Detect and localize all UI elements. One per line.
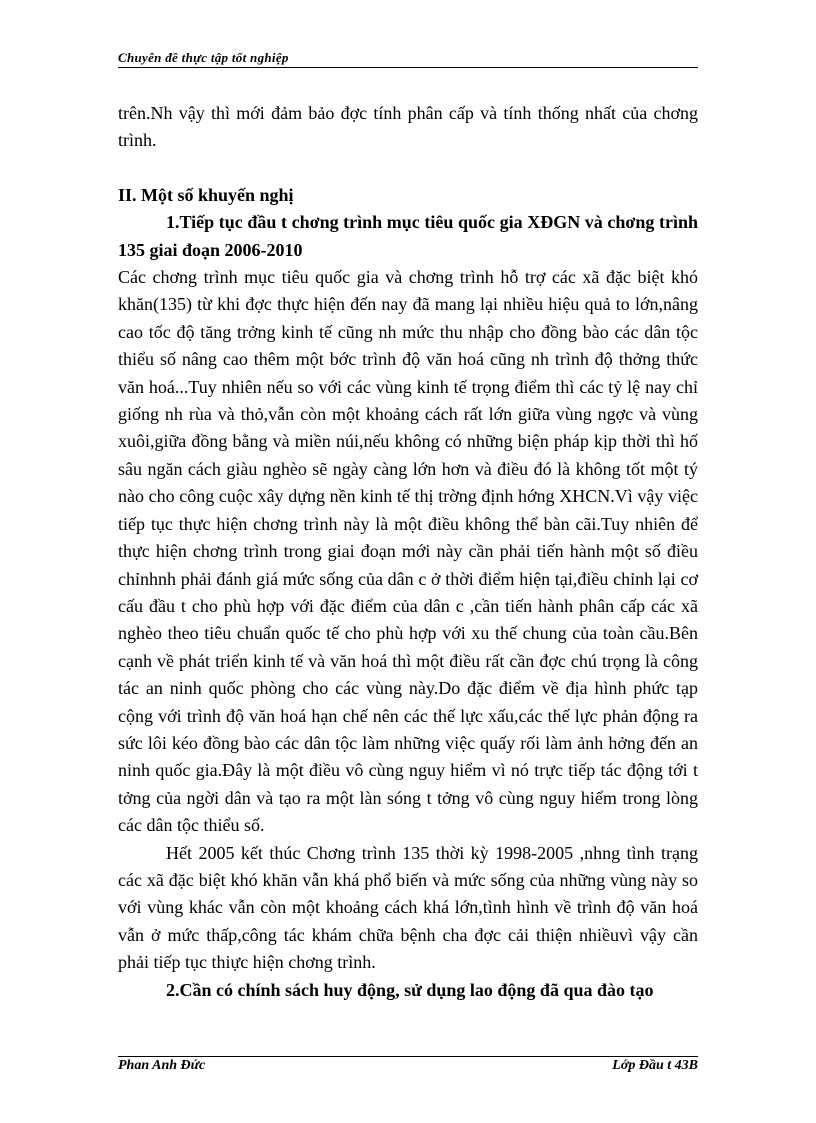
header-title: Chuyên đề thực tập tốt nghiệp	[118, 50, 289, 65]
footer-author: Phan Anh Đức	[118, 1058, 206, 1073]
paragraph-2: Hết 2005 kết thúc Chơng trình 135 thời kỳ 1998-2005 ,nhng tình trạng các xã đặc biệt khó khăn vẫn khá phổ biến và mức sống của những vùng này so với vùng khác vẫn còn một khoảng cách khá lớn,tình hình về trình độ văn hoá vẫn ở mức thấp,công tác khám chữa bệnh cha đợc cải thiện nhiềuvì vậy cần phải tiếp tục thiực hiện chơng trình.	[118, 842, 698, 973]
section-heading: II. Một số khuyến nghị	[118, 184, 294, 205]
subsection-2-heading: 2.Cần có chính sách huy động, sử dụng lao động đã qua đào tạo	[166, 979, 654, 1000]
paragraph-1: Các chơng trình mục tiêu quốc gia và chơng trình hỗ trợ các xã đặc biệt khó khăn(135) từ khi đợc thực hiện đến nay đã mang lại nhiều hiệu quả to lớn,nâng cao tốc độ tăng trởng kinh tế cũng nh mức thu nhập cho đồng bào các dân tộc thiểu số nâng cao thêm một bớc trình độ văn hoá cũng nh trình độ thởng thức văn hoá...Tuy nhiên nếu so với các vùng kinh tế trọng điểm thì các tỷ lệ nay chỉ giống nh rùa và thỏ,vẫn còn một khoảng cách rất lớn giữa vùng ngợc và vùng xuôi,giữa đồng bằng và miền núi,nếu không có những biện pháp kịp thời thì hố sâu ngăn cách giàu nghèo sẽ ngày càng lớn hơn và điều đó là không tốt một tý nào cho công cuộc xây dựng nền kinh tế thị trờng định hớng XHCN.Vì vậy việc tiếp tục thực hiện chơng trình này là một điều không thể bàn cãi.Tuy nhiên để thực hiện chơng trình trong giai đoạn mới này cần phải tiến hành một số điều chỉnhnh phải đánh giá mức sống của dân c ở thời điểm hiện tại,điều chỉnh lại cơ cấu đầu t cho phù hợp với đặc điểm của dân c ,cần tiến hành phân cấp các xã nghèo theo tiêu chuẩn quốc tế cho phù hợp với xu thế chung của toàn cầu.Bên cạnh về phát triển kinh tế và văn hoá thì một điều rất cần đợc chú trọng là công tác an ninh quốc phòng cho các vùng này.Do đặc điểm về địa hình phức tạp cộng với trình độ văn hoá hạn chế nên các thế lực xấu,các thế lực phản động ra sức lôi kéo đồng bào các dân tộc làm những việc quấy rối làm ảnh hởng đến an ninh quốc gia.Đây là một điều vô cùng nguy hiểm vì nó trực tiếp tác động tới t tởng của ngời dân và tạo ra một làn sóng t tởng vô cùng nguy hiểm trong lòng các dân tộc thiểu số.	[118, 267, 698, 836]
header-rule	[118, 67, 698, 68]
footer-rule	[118, 1056, 698, 1057]
page-header	[118, 50, 698, 70]
footer-class: Lớp Đầu t 43B	[612, 1058, 698, 1073]
subsection-1-heading: 1.Tiếp tục đầu t chơng trình mục tiêu quốc gia XĐGN và chơng trình 135 giai đoạn 2006-2010	[118, 212, 698, 260]
intro-paragraph: trên.Nh vậy thì mới đảm bảo đợc tính phân cấp và tính thống nhất của chơng trình.	[118, 103, 698, 151]
document-body	[118, 100, 698, 1004]
page-footer	[118, 1056, 698, 1076]
